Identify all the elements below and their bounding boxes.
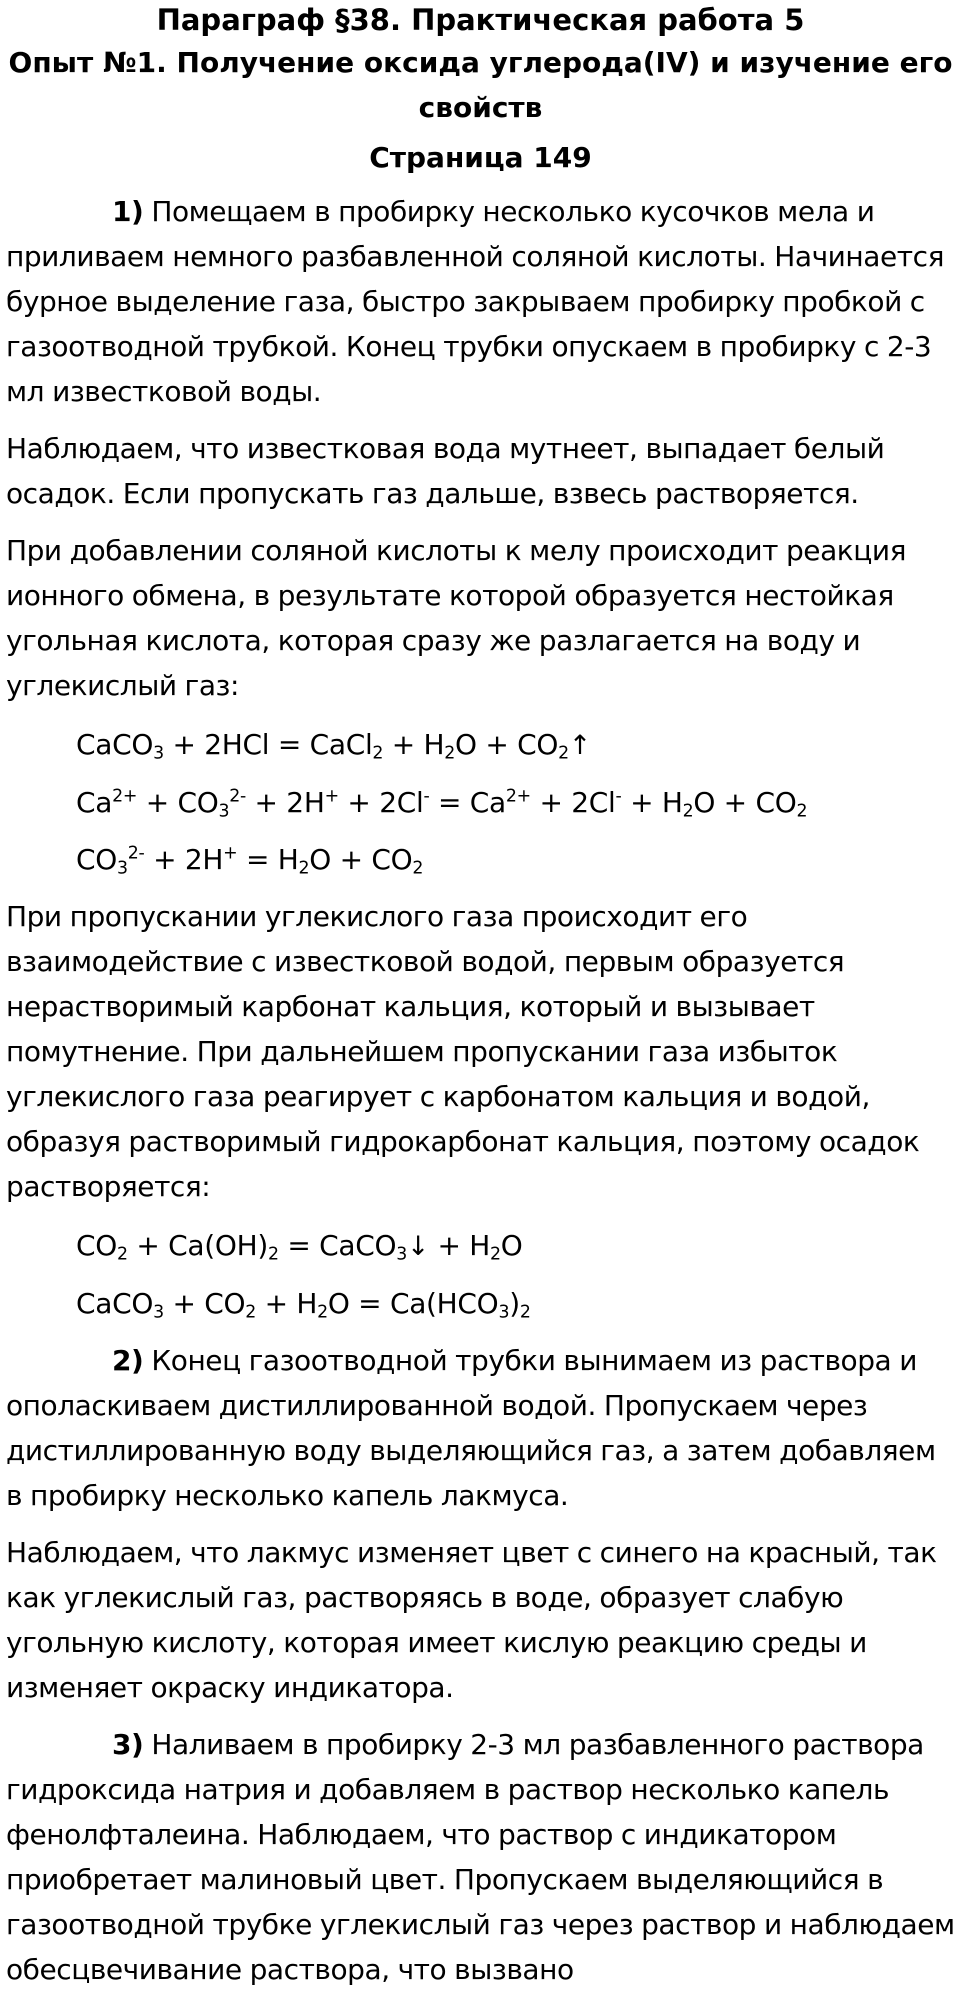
equation-molecular-3: CaCO$_3$ + $CO_2 + H_2O = Ca(HCO_3)_2$ <box>76 1287 531 1323</box>
step-2-text: Конец газоотводной трубки вынимаем из раствора и ополаскиваем дистиллированной водой. Пропускаем через дистиллированную воду выделяющийся газ, а затем добавляем в пробирку несколько капель лакмуса. <box>6 1344 936 1512</box>
step-1-text: Помещаем в пробирку несколько кусочков мела и приливаем немного разбавленной соляной кислоты. Начинается бурное выделение газа, быстро закрываем пробирку пробкой с газоотводной трубкой. Конец трубки опускаем в пробирку с 2-3 мл известковой воды. <box>6 195 944 408</box>
explanation-2-paragraph: При пропускании углекислого газа происходит его взаимодействие с известковой водой, первым образуется нерастворимый карбонат кальция, который и вызывает помутнение. При дальнейшем пропускании газа избыток углекислого газа реагирует с карбонатом кальция и водой, образуя растворимый гидрокарбонат кальция, поэтому осадок растворяется: <box>6 900 920 1203</box>
equation-molecular-2: $CO_2 + Ca(OH)_2$ = CaCO$_3$↓ + $H_2O$ <box>6 1223 955 1269</box>
document-subtitle: Опыт №1. Получение оксида углерода(IV) и изучение его свойств <box>8 46 953 124</box>
precipitate-arrow-down-icon: ↓ <box>406 1231 429 1262</box>
step-1-paragraph <box>6 189 955 414</box>
gas-arrow-up-icon: ↑ <box>568 730 591 761</box>
equation-molecular-1: CaCO$_3$ + 2HCl = CaCl$_2$ + $H_2O$ + $CO_2↑$ <box>6 722 955 768</box>
step-1-number: 1) <box>112 195 144 228</box>
explanation-1-paragraph: При добавлении соляной кислоты к мелу происходит реакция ионного обмена, в результате которой образуется нестойкая угольная кислота, которая сразу же разлагается на воду и углекислый газ: <box>6 534 906 702</box>
observation-2-paragraph: Наблюдаем, что лакмус изменяет цвет с синего на красный, так как углекислый газ, растворяясь в воде, образует слабую угольную кислоту, которая имеет кислую реакцию среды и изменяет окраску индикатора. <box>6 1536 937 1704</box>
step-3-number: 3) <box>112 1728 144 1761</box>
step-3-text: Наливаем в пробирку 2-3 мл разбавленного раствора гидроксида натрия и добавляем в раствор несколько капель фенолфталеина. Наблюдаем, что раствор с индикатором приобретает малиновый цвет. Пропускаем выделяющийся в газоотводной трубке углекислый газ через раствор и наблюдаем обесцвечивание раствора, что вызвано <box>6 1728 955 1986</box>
page-label: Страница 149 <box>369 141 592 174</box>
step-2-paragraph <box>6 1338 955 1518</box>
observation-1-paragraph: Наблюдаем, что известковая вода мутнеет, выпадает белый осадок. Если пропускать газ дальше, взвесь растворяется. <box>6 432 885 510</box>
step-2-number: 2) <box>112 1344 144 1377</box>
equation-ionic-full-1: $Ca^{2+} + CO_3^{2-} + 2H^+ + 2Cl^- = Ca^{2+} + 2Cl^- + H_2O + CO_2$ <box>76 786 808 822</box>
document-title: Параграф §38. Практическая работа 5 <box>156 3 805 37</box>
equation-ionic-short-1: $CO_3^{2-} + 2H^+ = H_2O + CO_2$ <box>76 843 424 879</box>
step-3-paragraph <box>6 1722 955 1992</box>
